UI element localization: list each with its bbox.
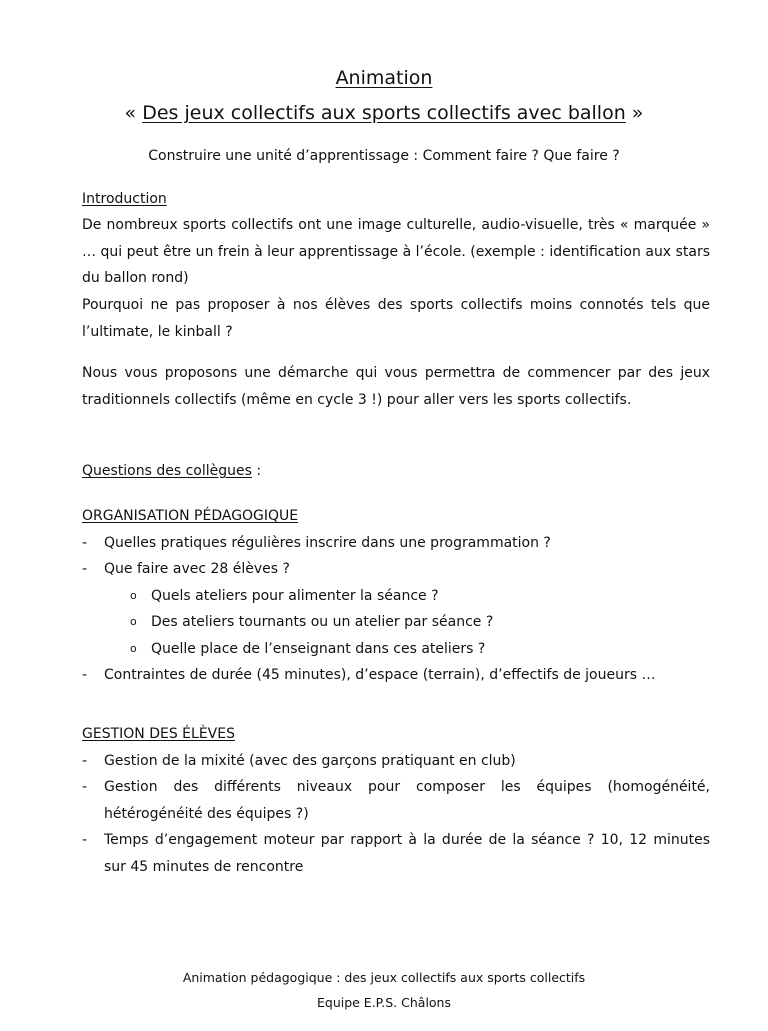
intro-paragraph-3: Nous vous proposons une démarche qui vous permettra de commencer par des jeux traditionnels collectifs (même en cycle 3 !) pour aller vers les sports collectifs. bbox=[82, 365, 710, 408]
intro-paragraph-2: Pourquoi ne pas proposer à nos élèves des sports collectifs moins connotés tels que l’ultimate, le kinball ? bbox=[82, 297, 710, 340]
list-item bbox=[82, 827, 710, 880]
list-item-text: Que faire avec 28 élèves ? bbox=[104, 561, 290, 577]
gestion-section bbox=[82, 721, 710, 880]
list-item bbox=[82, 774, 710, 827]
intro-heading-text: Introduction bbox=[82, 191, 167, 207]
dash-marker: - bbox=[82, 752, 88, 769]
intro-paragraph-1: De nombreux sports collectifs ont une image culturelle, audio-visuelle, très « marquée » … qui peut être un frein à leur apprentissage à l’école. (exemple : identification aux stars du ballon rond) bbox=[82, 217, 710, 286]
bullet-marker: o bbox=[130, 615, 137, 628]
footer-link-cutoff[interactable] bbox=[240, 1017, 530, 1031]
subtitle-open-quote: « bbox=[124, 102, 143, 124]
sub-list-item bbox=[82, 636, 710, 663]
list-item-text: Temps d’engagement moteur par rapport à la durée de la séance ? 10, 12 minutes sur 45 minutes de rencontre bbox=[104, 832, 710, 875]
dash-marker: - bbox=[82, 534, 88, 551]
document-title bbox=[0, 66, 768, 90]
subtitle-text: Des jeux collectifs aux sports collectifs avec ballon bbox=[142, 102, 626, 124]
title-text: Animation bbox=[335, 67, 433, 89]
list-item-text: Gestion de la mixité (avec des garçons pratiquant en club) bbox=[104, 752, 516, 769]
subtitle-close-quote: » bbox=[625, 102, 644, 124]
list-item-text: Gestion des différents niveaux pour composer les équipes (homogénéité, hétérogénéité des équipes ?) bbox=[104, 779, 710, 822]
questions-heading-suffix: : bbox=[251, 463, 262, 479]
sub-list-item-text: Quels ateliers pour alimenter la séance ? bbox=[151, 587, 439, 604]
list-item bbox=[82, 748, 710, 775]
document-tagline: Construire une unité d’apprentissage : Comment faire ? Que faire ? bbox=[148, 148, 620, 164]
bullet-marker: o bbox=[130, 588, 137, 602]
sub-list-item-text: Quelle place de l’enseignant dans ces ateliers ? bbox=[151, 640, 486, 657]
sub-list-item-text: Des ateliers tournants ou un atelier par séance ? bbox=[151, 614, 494, 630]
sub-list-item bbox=[82, 609, 710, 636]
organisation-heading bbox=[82, 503, 710, 530]
organisation-section bbox=[82, 503, 710, 689]
footer-line-2: Equipe E.P.S. Châlons bbox=[316, 995, 451, 1010]
list-item bbox=[82, 556, 710, 583]
intro-heading bbox=[82, 186, 710, 213]
document-subtitle bbox=[0, 101, 768, 125]
organisation-heading-text: ORGANISATION PÉDAGOGIQUE bbox=[82, 508, 299, 524]
list-item bbox=[82, 530, 710, 557]
list-item bbox=[82, 662, 710, 689]
dash-marker: - bbox=[82, 832, 88, 848]
dash-marker: - bbox=[82, 779, 88, 795]
gestion-heading bbox=[82, 721, 710, 748]
questions-heading-text: Questions des collègues bbox=[82, 463, 252, 479]
dash-marker: - bbox=[82, 667, 88, 683]
questions-heading bbox=[82, 458, 710, 485]
sub-list-item bbox=[82, 583, 710, 610]
gestion-heading-text: GESTION DES ÉLÈVES bbox=[82, 726, 235, 742]
dash-marker: - bbox=[82, 561, 88, 577]
bullet-marker: o bbox=[130, 641, 137, 655]
list-item-text: Contraintes de durée (45 minutes), d’espace (terrain), d’effectifs de joueurs … bbox=[104, 667, 656, 683]
footer-line-1: Animation pédagogique : des jeux collectifs aux sports collectifs bbox=[182, 970, 586, 985]
list-item-text: Quelles pratiques régulières inscrire dans une programmation ? bbox=[104, 534, 551, 551]
